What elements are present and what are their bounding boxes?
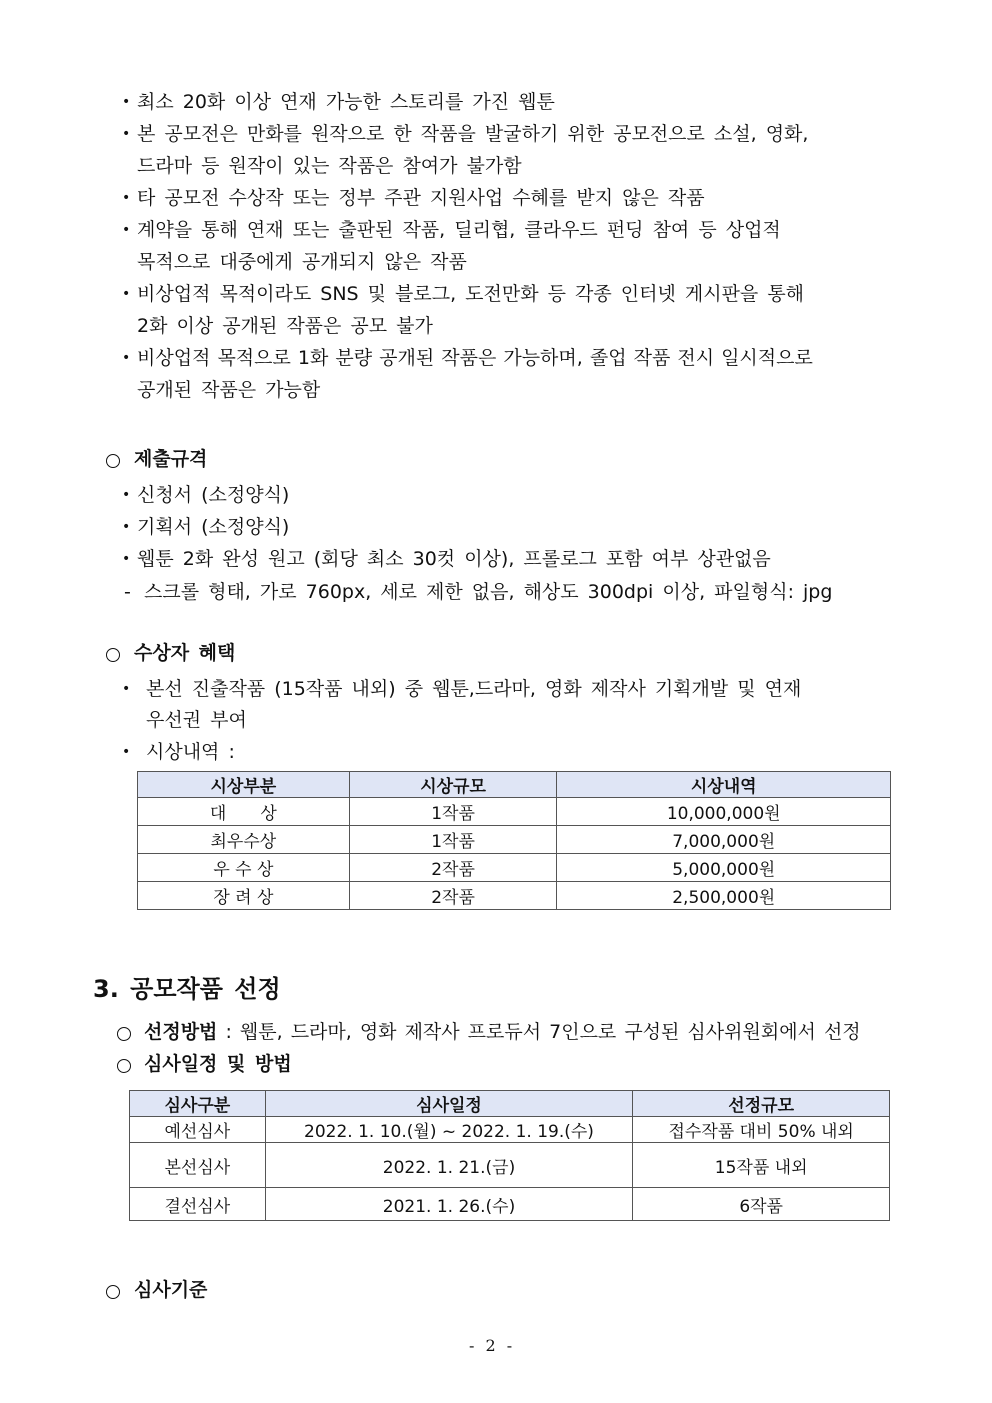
circle-bullet-icon xyxy=(117,1059,131,1073)
table-header-row xyxy=(138,772,891,798)
benefit-item: 본선 진출작품 (15작품 내외) 중 웹툰,드라마, 영화 제작사 기획개발 및 연재 xyxy=(146,678,802,700)
table-cell: 1작품 xyxy=(349,826,557,854)
eligibility-item: 최소 20화 이상 연재 가능한 스토리를 가진 웹툰 xyxy=(137,91,555,113)
circle-bullet-icon xyxy=(106,454,120,468)
table-cell: 장 려 상 xyxy=(138,882,350,910)
benefit-item: 시상내역 : xyxy=(146,741,235,763)
bullet-icon: • xyxy=(122,350,131,366)
table-row xyxy=(130,1143,890,1188)
eligibility-item: 비상업적 목적으로 1화 분량 공개된 작품은 가능하며, 졸업 작품 전시 일시적으로 xyxy=(137,347,813,369)
table-cell: 2021. 1. 26.(수) xyxy=(265,1188,633,1221)
criteria-heading: 심사기준 xyxy=(134,1279,208,1301)
table-header-cell: 심사구분 xyxy=(130,1091,266,1117)
dash-icon: - xyxy=(124,581,131,603)
table-header-row xyxy=(130,1091,890,1117)
selection-method-text: : 웹툰, 드라마, 영화 제작사 프로듀서 7인으로 구성된 심사위원회에서 선정 xyxy=(217,1021,861,1043)
table-row xyxy=(138,882,891,910)
eligibility-item-cont: 드라마 등 원작이 있는 작품은 참여가 불가함 xyxy=(137,155,522,177)
eligibility-item: 계약을 통해 연재 또는 출판된 작품, 딜리협, 클라우드 펀딩 참여 등 상업적 xyxy=(137,219,781,241)
table-cell: 우 수 상 xyxy=(138,854,350,882)
schedule-table xyxy=(129,1090,890,1221)
bullet-icon: • xyxy=(122,190,131,206)
table-cell: 1작품 xyxy=(349,798,557,826)
table-header-cell: 시상부분 xyxy=(138,772,350,798)
benefit-item-cont: 우선권 부여 xyxy=(146,709,247,731)
selection-method xyxy=(144,1019,861,1045)
section-title: 3. 공모작품 선정 xyxy=(93,975,281,1003)
eligibility-item: 본 공모전은 만화를 원작으로 한 작품을 발굴하기 위한 공모전으로 소설, 영화, xyxy=(137,123,809,145)
circle-bullet-icon xyxy=(106,1285,120,1299)
table-cell: 7,000,000원 xyxy=(557,826,891,854)
bullet-icon: • xyxy=(122,744,131,760)
table-row xyxy=(130,1117,890,1143)
table-header-cell: 심사일정 xyxy=(265,1091,633,1117)
page-number: - 2 - xyxy=(469,1336,513,1355)
table-header-cell: 시상규모 xyxy=(349,772,557,798)
table-cell: 6작품 xyxy=(633,1188,890,1221)
bullet-icon: • xyxy=(122,519,131,535)
eligibility-item: 타 공모전 수상작 또는 정부 주관 지원사업 수혜를 받지 않은 작품 xyxy=(137,187,705,209)
table-cell: 본선심사 xyxy=(130,1143,266,1188)
prize-table xyxy=(137,771,891,910)
table-cell: 접수작품 대비 50% 내외 xyxy=(633,1117,890,1143)
bullet-icon: • xyxy=(122,286,131,302)
schedule-heading: 심사일정 및 방법 xyxy=(144,1053,292,1075)
table-row xyxy=(138,854,891,882)
table-cell: 10,000,000원 xyxy=(557,798,891,826)
bullet-icon: • xyxy=(122,551,131,567)
table-cell: 2022. 1. 21.(금) xyxy=(265,1143,633,1188)
eligibility-item-cont: 공개된 작품은 가능함 xyxy=(137,379,321,401)
table-header-cell: 시상내역 xyxy=(557,772,891,798)
table-row xyxy=(138,826,891,854)
table-cell: 5,000,000원 xyxy=(557,854,891,882)
bullet-icon: • xyxy=(122,94,131,110)
submission-item: 신청서 (소정양식) xyxy=(137,484,290,506)
table-header-cell: 선정규모 xyxy=(633,1091,890,1117)
table-row xyxy=(138,798,891,826)
table-row xyxy=(130,1188,890,1221)
selection-method-label: 선정방법 xyxy=(144,1021,218,1043)
table-cell: 결선심사 xyxy=(130,1188,266,1221)
table-cell: 15작품 내외 xyxy=(633,1143,890,1188)
bullet-icon: • xyxy=(122,222,131,238)
table-cell: 2작품 xyxy=(349,882,557,910)
eligibility-item-cont: 2화 이상 공개된 작품은 공모 불가 xyxy=(137,315,433,337)
table-cell: 2022. 1. 10.(월) ~ 2022. 1. 19.(수) xyxy=(265,1117,633,1143)
table-cell: 최우수상 xyxy=(138,826,350,854)
table-cell: 예선심사 xyxy=(130,1117,266,1143)
submission-heading: 제출규격 xyxy=(134,448,208,470)
table-cell: 2,500,000원 xyxy=(557,882,891,910)
table-cell: 대 상 xyxy=(138,798,350,826)
benefits-heading: 수상자 혜택 xyxy=(134,642,236,664)
submission-sub-item: 스크롤 형태, 가로 760px, 세로 제한 없음, 해상도 300dpi 이상, 파일형식: jpg xyxy=(144,581,833,603)
circle-bullet-icon xyxy=(106,648,120,662)
submission-item: 웹툰 2화 완성 원고 (회당 최소 30컷 이상), 프롤로그 포함 여부 상관없음 xyxy=(137,548,771,570)
table-cell: 2작품 xyxy=(349,854,557,882)
bullet-icon: • xyxy=(122,681,131,697)
eligibility-item: 비상업적 목적이라도 SNS 및 블로그, 도전만화 등 각종 인터넷 게시판을 통해 xyxy=(137,283,805,305)
bullet-icon: • xyxy=(122,126,131,142)
bullet-icon: • xyxy=(122,487,131,503)
circle-bullet-icon xyxy=(117,1027,131,1041)
eligibility-item-cont: 목적으로 대중에게 공개되지 않은 작품 xyxy=(137,251,467,273)
submission-item: 기획서 (소정양식) xyxy=(137,516,290,538)
